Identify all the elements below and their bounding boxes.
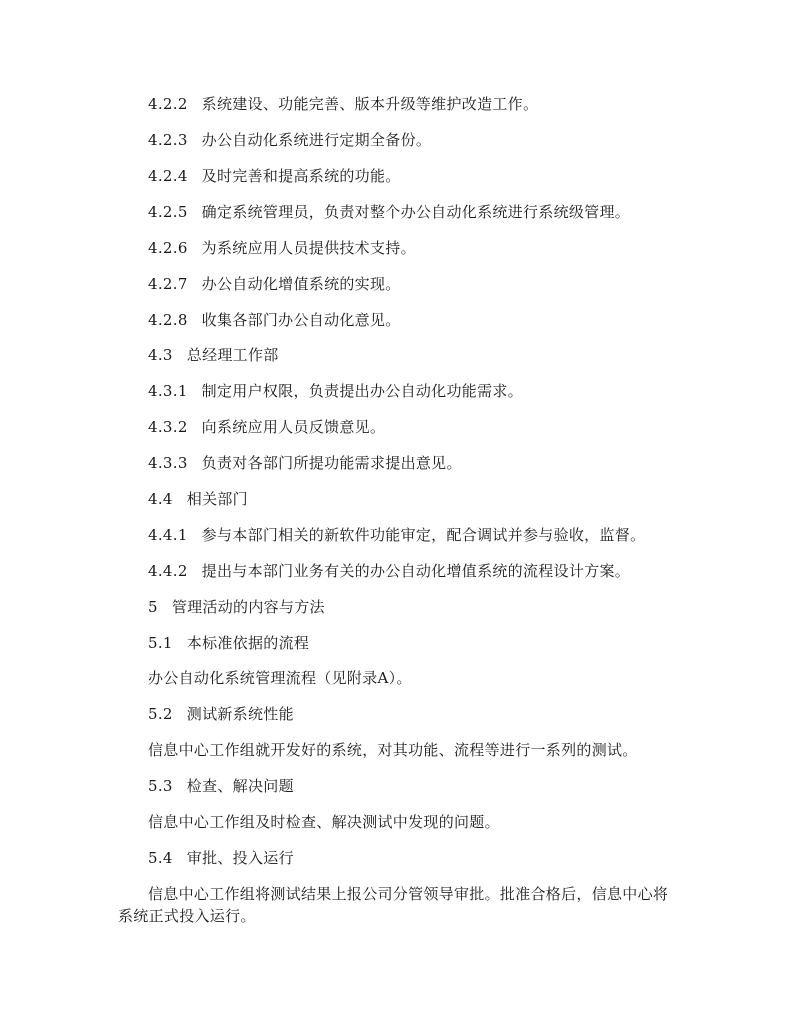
clause-text: 确定系统管理员，负责对整个办公自动化系统进行系统级管理。 [201, 203, 631, 221]
section-title: 总经理工作部 [186, 346, 279, 364]
section-title: 检查、解决问题 [186, 777, 294, 795]
body-text: 信息中心工作组就开发好的系统，对其功能、流程等进行一系列的测试。 [148, 741, 638, 759]
clause-number: 4.2.2 [148, 95, 188, 113]
clause-4-2-2 [148, 94, 538, 114]
clause-number: 4.3.3 [148, 454, 188, 472]
clause-text: 向系统应用人员反馈意见。 [201, 418, 386, 436]
clause-number: 4.4.2 [148, 562, 188, 580]
section-title: 测试新系统性能 [186, 705, 294, 723]
section-title: 本标准依据的流程 [186, 634, 310, 652]
section-number: 5.4 [148, 849, 173, 867]
body-text: 办公自动化系统管理流程（见附录A）。 [148, 669, 412, 687]
section-title: 管理活动的内容与方法 [171, 598, 325, 616]
clause-number: 4.2.3 [148, 131, 188, 149]
section-number: 5.1 [148, 634, 173, 652]
clause-4-3-1 [148, 381, 523, 401]
section-5-3-body [148, 812, 500, 832]
section-5-4-heading [148, 848, 294, 868]
clause-text: 负责对各部门所提功能需求提出意见。 [201, 454, 462, 472]
clause-4-2-8 [148, 310, 401, 330]
clause-4-2-4 [148, 166, 401, 186]
clause-4-2-5 [148, 202, 630, 222]
clause-text: 办公自动化系统进行定期全备份。 [201, 131, 432, 149]
clause-4-2-3 [148, 130, 431, 150]
body-text: 信息中心工作组及时检查、解决测试中发现的问题。 [148, 813, 500, 831]
section-5-4-body: 信息中心工作组将测试结果上报公司分管领导审批。批准合格后，信息中心将系统正式投入运行。 [118, 885, 669, 925]
section-5-2-body [148, 740, 638, 760]
section-4-4-heading [148, 489, 248, 509]
clause-text: 办公自动化增值系统的实现。 [201, 275, 401, 293]
clause-4-3-2 [148, 417, 385, 437]
clause-number: 4.2.8 [148, 311, 188, 329]
clause-4-3-3 [148, 453, 462, 473]
section-5-3-heading [148, 776, 294, 796]
clause-text: 提出与本部门业务有关的办公自动化增值系统的流程设计方案。 [201, 562, 631, 580]
section-number: 5 [148, 598, 158, 616]
clause-4-2-7 [148, 274, 401, 294]
clause-text: 系统建设、功能完善、版本升级等维护改造工作。 [201, 95, 539, 113]
clause-number: 4.2.6 [148, 239, 188, 257]
clause-4-4-1 [148, 525, 645, 545]
clause-4-2-6 [148, 238, 416, 258]
clause-number: 4.4.1 [148, 526, 188, 544]
clause-number: 4.2.5 [148, 203, 188, 221]
section-number: 5.2 [148, 705, 173, 723]
section-5-2-heading [148, 704, 294, 724]
clause-number: 4.2.7 [148, 275, 188, 293]
section-number: 4.3 [148, 346, 173, 364]
section-4-3-heading [148, 345, 279, 365]
clause-4-4-2 [148, 561, 630, 581]
section-5-1-heading [148, 633, 309, 653]
section-5-heading [148, 597, 325, 617]
clause-number: 4.2.4 [148, 167, 188, 185]
clause-text: 制定用户权限，负责提出办公自动化功能需求。 [201, 382, 523, 400]
section-title: 审批、投入运行 [186, 849, 294, 867]
clause-text: 为系统应用人员提供技术支持。 [201, 239, 416, 257]
section-5-1-body [148, 668, 412, 688]
clause-text: 收集各部门办公自动化意见。 [201, 311, 401, 329]
clause-number: 4.3.2 [148, 418, 188, 436]
section-number: 4.4 [148, 490, 173, 508]
clause-number: 4.3.1 [148, 382, 188, 400]
clause-text: 参与本部门相关的新软件功能审定，配合调试并参与验收，监督。 [201, 526, 646, 544]
clause-text: 及时完善和提高系统的功能。 [201, 167, 401, 185]
section-number: 5.3 [148, 777, 173, 795]
section-title: 相关部门 [186, 490, 248, 508]
